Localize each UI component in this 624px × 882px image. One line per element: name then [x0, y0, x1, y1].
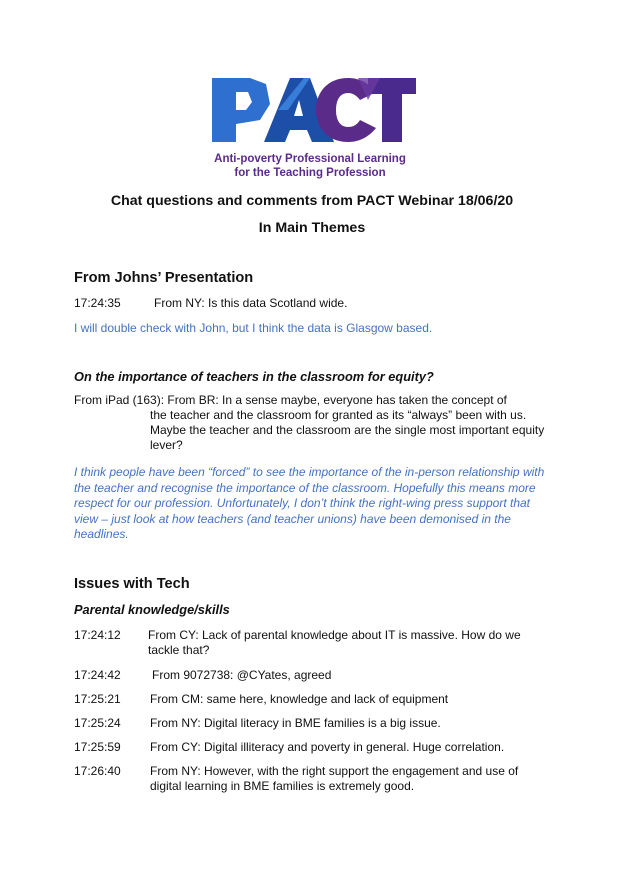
document-subtitle: In Main Themes: [258, 220, 366, 236]
message-text-first-line: From iPad (163): From BR: In a sense maybe, everyone has taken the concept of: [74, 393, 507, 407]
document-title: Chat questions and comments from PACT Webinar 18/06/20: [110, 193, 514, 209]
logo-tagline-line-1: Anti-poverty Professional Learning: [214, 153, 406, 165]
message-time: 17:24:12: [74, 628, 121, 642]
message-text: From NY: However, with the right support the engagement and use of digital learning in BME families is extremely good.: [150, 764, 519, 793]
message-time: 17:24:35: [74, 296, 121, 310]
message-text: From NY: Is this data Scotland wide.: [154, 296, 348, 310]
reply-text: I think people have been “forced” to see the importance of the in-person relationship with the teacher and recognise the importance of the classroom. Hopefully this means more respect for our profession. Unfortunately, I don’t think the right-wing press support that view – just look at how teachers (and teacher unions) have been demonised in the headlines.: [74, 465, 545, 541]
section-heading-johns-presentation: From Johns’ Presentation: [74, 270, 254, 286]
subheading-parental-knowledge: Parental knowledge/skills: [74, 602, 230, 617]
message-time: 17:26:40: [74, 764, 121, 778]
message-text: From CY: Digital illiteracy and poverty in general. Huge correlation.: [150, 740, 505, 754]
message-text-continued: the teacher and the classroom for granted as its “always” been with us. Maybe the teacher and the classroom are the single most important equity lever?: [150, 408, 545, 452]
section-heading-teachers-equity: On the importance of teachers in the classroom for equity?: [74, 369, 434, 384]
message-time: 17:24:42: [74, 668, 121, 682]
reply-text: I will double check with John, but I think the data is Glasgow based.: [74, 321, 433, 335]
logo-tagline-line-2: for the Teaching Profession: [234, 167, 386, 179]
section-heading-issues-with-tech: Issues with Tech: [74, 576, 190, 592]
message-text: From CY: Lack of parental knowledge about IT is massive. How do we tackle that?: [148, 628, 521, 657]
message-text: From 9072738: @CYates, agreed: [152, 668, 332, 682]
message-text: From CM: same here, knowledge and lack of equipment: [150, 692, 449, 706]
message-time: 17:25:21: [74, 692, 121, 706]
message-text: From NY: Digital literacy in BME families is a big issue.: [150, 716, 441, 730]
message-time: 17:25:24: [74, 716, 121, 730]
message-time: 17:25:59: [74, 740, 121, 754]
